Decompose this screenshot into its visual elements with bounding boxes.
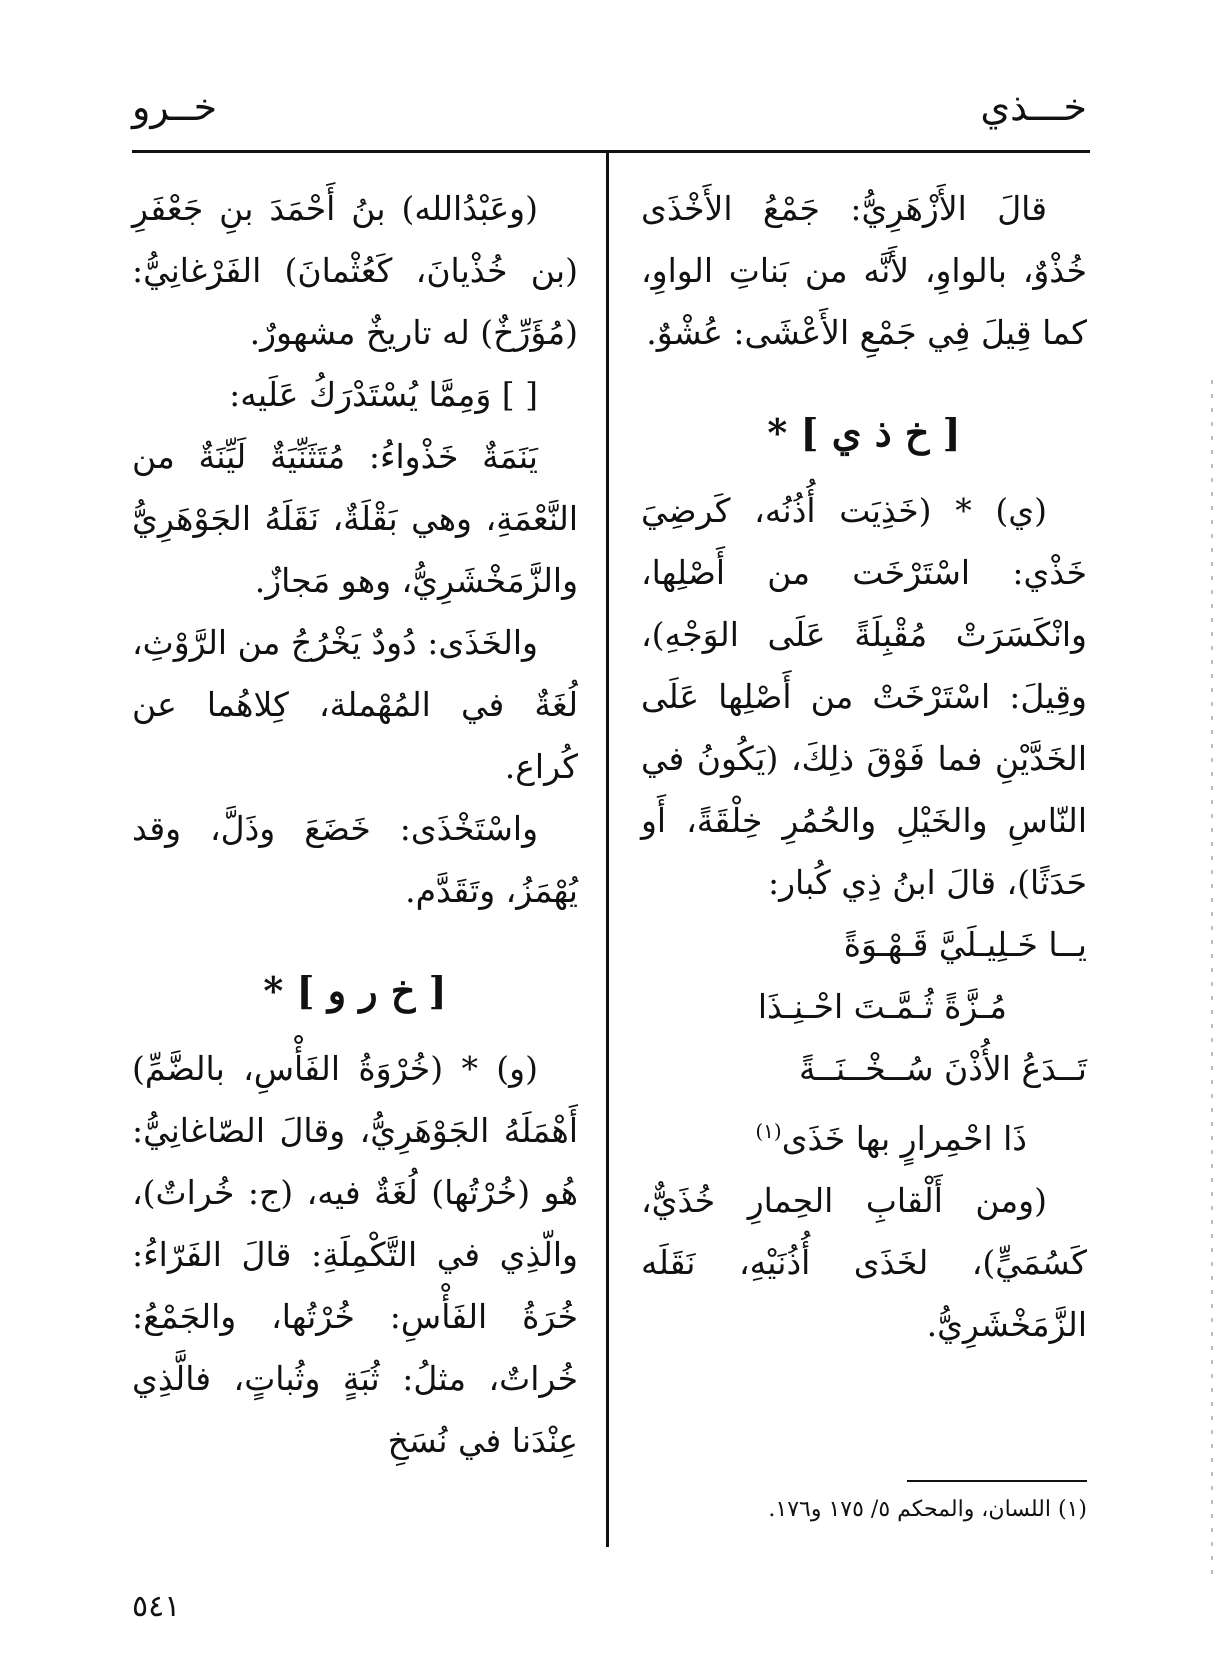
poem-line-2: مُـزَّةً ثُـمَّـتَ احْـنِـذَا xyxy=(757,987,1007,1026)
page-number: ٥٤١ xyxy=(132,1589,181,1624)
footnote: (١) اللسان، والمحكم ٥/ ١٧٥ و١٧٦. xyxy=(768,1497,1087,1522)
running-header-left: خــرو xyxy=(132,85,218,129)
left-column xyxy=(132,178,578,1472)
left-paragraph-4: والخَذَى: دُودٌ يَخْرُجُ من الرَّوْثِ، لُغَةٌ في المُهْملة، كِلاهُما عن كُراع. xyxy=(132,623,578,786)
right-paragraph-2: (ي) * (خَذِيَت أُذُنُه، كَرضِيَ خَذْي: اسْتَرْخَت من أَصْلِها، وانْكَسَرَتْ مُقْبِلَةً عَلَى الوَجْهِ)، وقِيلَ: اسْتَرْخَتْ من أَصْلِها عَلَى الخَدَّيْنِ فما فَوْقَ ذلِكَ، (يَكُونُ في النّاسِ والخَيْلِ والحُمُرِ خِلْقَةً، أَو حَدَثًا)، قالَ ابنُ ذِي كُبار: xyxy=(641,491,1087,902)
right-paragraph-1: قالَ الأَزْهَرِيُّ: جَمْعُ الأَخْذَى خُذْوٌ، بالواوِ، لأَنَّه من بَناتِ الواوِ، كما قِيلَ فِي جَمْعِ الأَعْشَى: عُشْوٌ. xyxy=(641,189,1087,352)
scan-edge-marks xyxy=(1211,380,1213,1580)
poem-line-1: يــا خَـلِيـلَيَّ قَـهْـوَةً xyxy=(843,925,1087,964)
right-paragraph-3: (ومن أَلْقابِ الحِمارِ خُذَيٌّ، كَسُمَيٍّ)، لخَذَى أُذُنَيْهِ، نَقَلَه الزَّمَخْشَرِيُّ. xyxy=(641,1181,1087,1344)
footnote-marker: (١) xyxy=(755,1119,782,1143)
left-paragraph-1: (وعَبْدُالله) بنُ أَحْمَدَ بنِ جَعْفَرِ (بن خُذْيانَ، كَعُثْمانَ) الفَرْغانِيُّ: (مُؤَرِّخٌ) له تاريخٌ مشهورٌ. xyxy=(132,189,578,352)
footnote-rule xyxy=(907,1480,1087,1482)
header-rule xyxy=(132,150,1090,153)
column-divider xyxy=(606,152,609,1547)
entry-heading-khrw: [ خ ر و ] * xyxy=(263,968,447,1013)
left-paragraph-5: واسْتَخْذَى: خَضَعَ وذَلَّ، وقد يُهْمَزُ، وتَقَدَّم. xyxy=(132,809,578,910)
running-header-right: خـــذي xyxy=(980,85,1087,129)
left-paragraph-6: (و) * (خُرْوَةُ الفَأْسِ، بالضَّمِّ) أَهْمَلَهُ الجَوْهَرِيُّ، وقالَ الصّاغانِيُّ: هُو (خُرْتُها) لُغَةٌ فيه، (ج: خُراتٌ)، والّذِي في التَّكْمِلَةِ: قالَ الفَرّاءُ: خُرَةُ الفَأْسِ: خُرْتُها، والجَمْعُ: خُراتٌ، مثلُ: ثُبَةٍ وثُباتٍ، فالَّذِي عِنْدَنا في نُسَخِ xyxy=(132,1049,578,1460)
left-paragraph-2: [ ] وَمِمَّا يُسْتَدْرَكُ عَلَيه: xyxy=(229,375,538,414)
entry-heading-khdhy: [ خ ذ ي ] * xyxy=(767,410,961,455)
right-column xyxy=(641,178,1087,1356)
poem-line-4 xyxy=(641,1100,1087,1170)
poem-line-4-text: ذَا احْمِرارٍ بها خَذَى xyxy=(781,1119,1027,1158)
left-paragraph-3: يَنَمَةٌ خَذْواءُ: مُتَثَنِّيَةٌ لَيِّنَةٌ من النَّعْمَةِ، وهي بَقْلَةٌ، نَقَلَهُ الجَوْهَرِيُّ والزَّمَخْشَرِيُّ، وهو مَجازٌ. xyxy=(132,437,578,600)
poem-line-3: تَــدَعُ الأُذْنَ سُــخْــنَــةً xyxy=(798,1049,1087,1088)
